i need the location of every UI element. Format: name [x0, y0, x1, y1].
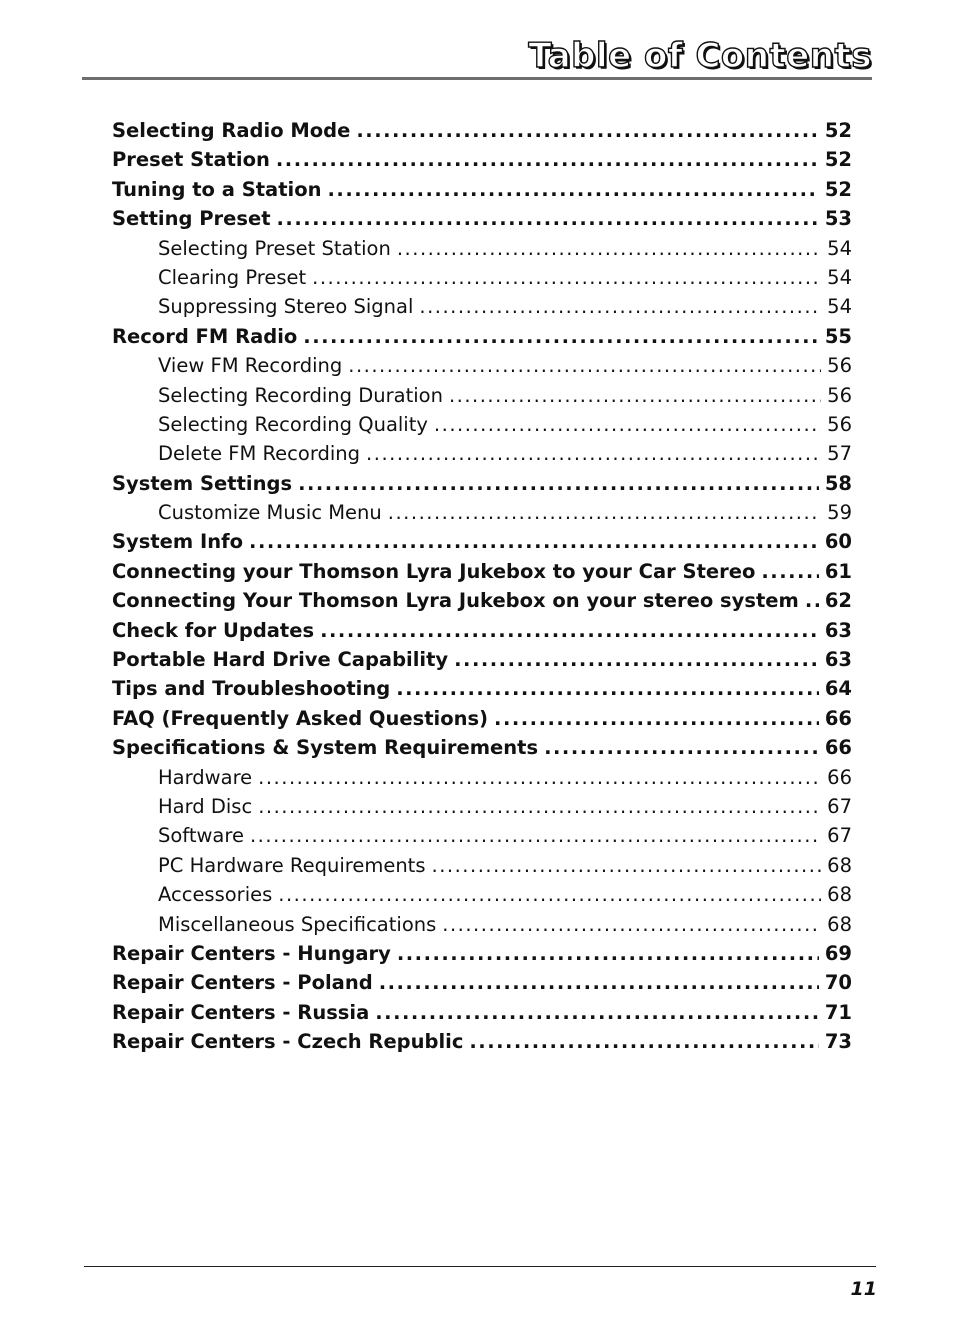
toc-entry-page: 66	[824, 706, 852, 730]
toc-entry[interactable]	[112, 527, 852, 556]
toc-entry[interactable]	[112, 586, 852, 615]
toc-entry[interactable]	[112, 234, 852, 263]
toc-entry-page: 67	[827, 794, 852, 818]
toc-entry[interactable]	[112, 645, 852, 674]
toc-entry[interactable]	[112, 821, 852, 850]
toc-entry-page: 71	[824, 1000, 852, 1024]
toc-entry-title: Connecting your Thomson Lyra Jukebox to your Car Stereo	[112, 559, 756, 583]
toc-entry-page: 56	[827, 354, 852, 378]
toc-entry-page: 53	[824, 207, 852, 231]
toc-entry-page: 63	[824, 618, 852, 642]
toc-entry-title: Record FM Radio	[112, 324, 298, 348]
toc-entry-title: Hardware	[158, 765, 253, 789]
toc-entry-page: 68	[827, 912, 852, 936]
dot-leader	[250, 821, 821, 850]
toc-entry-title: System Settings	[112, 471, 293, 495]
dot-leader	[761, 557, 818, 586]
dot-leader	[276, 145, 819, 174]
toc-entry-title: Portable Hard Drive Capability	[112, 648, 449, 672]
toc-entry-title: Repair Centers - Czech Republic	[112, 1030, 464, 1054]
toc-entry[interactable]	[112, 674, 852, 703]
footer-divider	[84, 1266, 876, 1267]
toc-entry[interactable]	[112, 381, 852, 410]
toc-entry[interactable]	[112, 998, 852, 1027]
toc-entry-page: 64	[824, 677, 852, 701]
dot-leader	[397, 939, 819, 968]
toc-entry[interactable]	[112, 263, 852, 292]
dot-leader	[320, 616, 819, 645]
toc-entry[interactable]	[112, 351, 852, 380]
dot-leader	[303, 322, 819, 351]
toc-entry-page: 67	[827, 824, 852, 848]
toc-entry-title: Tips and Troubleshooting	[112, 677, 391, 701]
dot-leader	[432, 851, 822, 880]
toc-entry[interactable]	[112, 733, 852, 762]
toc-entry-page: 58	[824, 471, 852, 495]
toc-entry-page: 57	[827, 442, 852, 466]
toc-entry-title: Tuning to a Station	[112, 177, 322, 201]
toc-entry-title: Check for Updates	[112, 618, 315, 642]
toc-entry[interactable]	[112, 763, 852, 792]
toc-entry-title: Preset Station	[112, 148, 270, 172]
toc-entry-page: 54	[827, 265, 852, 289]
toc-entry-title: Suppressing Stereo Signal	[158, 295, 414, 319]
dot-leader	[454, 645, 819, 674]
dot-leader	[258, 792, 821, 821]
toc-entry-page: 73	[824, 1030, 852, 1054]
toc-entry[interactable]	[112, 851, 852, 880]
toc-entry[interactable]	[112, 939, 852, 968]
dot-leader	[249, 527, 819, 556]
toc-entry[interactable]	[112, 204, 852, 233]
dot-leader	[494, 704, 819, 733]
toc-entry-page: 60	[824, 530, 852, 554]
toc-entry-page: 56	[827, 412, 852, 436]
toc-entry[interactable]	[112, 145, 852, 174]
toc-entry-page: 70	[824, 971, 852, 995]
dot-leader	[375, 998, 819, 1027]
dot-leader	[544, 733, 819, 762]
toc-entry-title: Selecting Recording Duration	[158, 383, 443, 407]
dot-leader	[396, 674, 819, 703]
toc-entry-page: 52	[824, 119, 852, 142]
toc-entry[interactable]	[112, 292, 852, 321]
toc-entry[interactable]	[112, 1027, 852, 1056]
dot-leader	[312, 263, 821, 292]
toc-entry-title: System Info	[112, 530, 244, 554]
toc-entry-title: Connecting Your Thomson Lyra Jukebox on your stereo system	[112, 589, 799, 613]
dot-leader	[449, 381, 821, 410]
toc-entry-page: 68	[827, 883, 852, 907]
dot-leader	[388, 498, 821, 527]
toc-entry[interactable]	[112, 704, 852, 733]
toc-entry[interactable]	[112, 792, 852, 821]
toc-entry[interactable]	[112, 175, 852, 204]
toc-entry[interactable]	[112, 498, 852, 527]
toc-entry[interactable]	[112, 322, 852, 351]
table-of-contents	[112, 116, 852, 1057]
toc-entry[interactable]	[112, 910, 852, 939]
toc-entry-page: 62	[824, 589, 852, 613]
toc-entry-page: 54	[827, 236, 852, 260]
toc-entry[interactable]	[112, 439, 852, 468]
dot-leader	[379, 968, 819, 997]
dot-leader	[469, 1027, 818, 1056]
toc-entry[interactable]	[112, 469, 852, 498]
toc-entry-title: Repair Centers - Poland	[112, 971, 373, 995]
toc-entry-page: 56	[827, 383, 852, 407]
toc-entry-page: 68	[827, 853, 852, 877]
dot-leader	[434, 410, 821, 439]
toc-entry-title: Repair Centers - Hungary	[112, 941, 391, 965]
toc-entry-title: Hard Disc	[158, 794, 253, 818]
toc-entry-title: Setting Preset	[112, 207, 271, 231]
dot-leader	[366, 439, 821, 468]
title-divider	[82, 77, 872, 80]
dot-leader	[328, 175, 819, 204]
toc-entry-page: 55	[824, 324, 852, 348]
dot-leader	[348, 351, 821, 380]
toc-entry-page: 54	[827, 295, 852, 319]
toc-entry[interactable]	[112, 880, 852, 909]
toc-entry-page: 52	[824, 148, 852, 172]
page-number: 11	[850, 1278, 877, 1300]
toc-entry[interactable]	[112, 116, 852, 145]
toc-entry[interactable]	[112, 557, 852, 586]
toc-entry-page: 63	[824, 648, 852, 672]
toc-entry-title: Selecting Preset Station	[158, 236, 391, 260]
toc-entry-page: 69	[824, 941, 852, 965]
toc-entry-title: Specifications & System Requirements	[112, 736, 539, 760]
toc-entry-page: 61	[824, 559, 852, 583]
toc-entry-page: 52	[824, 177, 852, 201]
toc-entry-page: 66	[824, 736, 852, 760]
toc-entry-title: Miscellaneous Specifications	[158, 912, 437, 936]
toc-entry[interactable]	[112, 410, 852, 439]
dot-leader	[278, 880, 821, 909]
page-title: Table of Contents	[528, 36, 872, 76]
dot-leader	[442, 910, 821, 939]
toc-entry-title: Repair Centers - Russia	[112, 1000, 370, 1024]
toc-entry-title: FAQ (Frequently Asked Questions)	[112, 706, 489, 730]
dot-leader	[397, 234, 821, 263]
toc-entry-title: View FM Recording	[158, 354, 343, 378]
toc-entry-title: Customize Music Menu	[158, 501, 382, 525]
dot-leader	[419, 292, 821, 321]
dot-leader	[277, 204, 819, 233]
toc-entry-title: Delete FM Recording	[158, 442, 361, 466]
dot-leader	[258, 763, 821, 792]
dot-leader	[298, 469, 819, 498]
toc-entry-title: Clearing Preset	[158, 265, 307, 289]
dot-leader	[356, 116, 818, 145]
toc-entry-title: Software	[158, 824, 244, 848]
toc-entry-page: 66	[827, 765, 852, 789]
toc-entry[interactable]	[112, 616, 852, 645]
toc-entry[interactable]	[112, 968, 852, 997]
dot-leader	[805, 586, 819, 615]
toc-entry-title: Selecting Recording Quality	[158, 412, 428, 436]
toc-entry-title: Accessories	[158, 883, 273, 907]
toc-entry-title: PC Hardware Requirements	[158, 853, 426, 877]
toc-entry-title: Selecting Radio Mode	[112, 119, 351, 142]
toc-entry-page: 59	[827, 501, 852, 525]
